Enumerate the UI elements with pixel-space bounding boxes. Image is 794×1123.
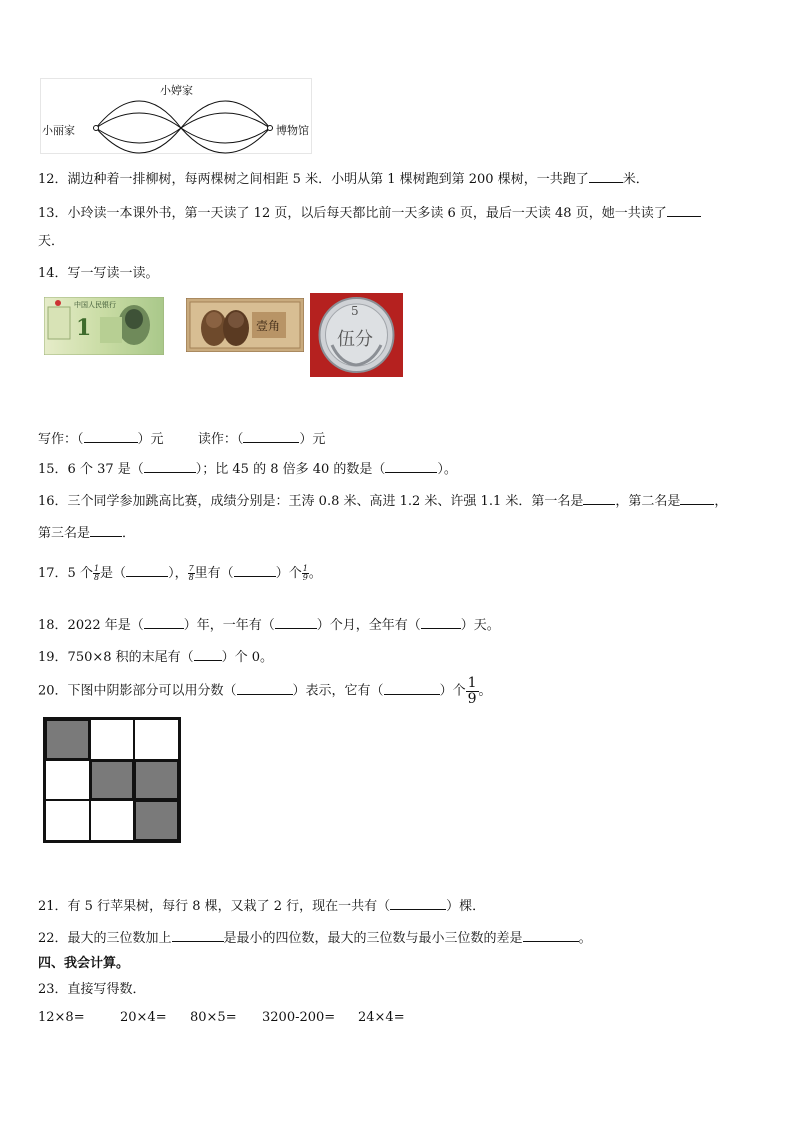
q20-part-d: 。 bbox=[478, 683, 492, 699]
q15-part-a: 15．6 个 37 是（ bbox=[38, 462, 144, 477]
q18-part-d: ）天。 bbox=[460, 618, 500, 633]
one-jiao-note-image bbox=[186, 298, 304, 352]
q20-part-c: ）个 bbox=[439, 683, 466, 699]
q20-blank-1[interactable] bbox=[237, 682, 293, 695]
q19-part-a: 19．750×8 积的末尾有（ bbox=[38, 650, 194, 665]
route-diagram bbox=[40, 78, 312, 154]
q17-blank-1[interactable] bbox=[126, 564, 168, 577]
question-21 bbox=[38, 895, 485, 914]
section-4-heading: 四、我会计算。 bbox=[38, 956, 130, 971]
question-18 bbox=[38, 614, 500, 633]
q16-line2 bbox=[38, 522, 135, 541]
q17-blank-2[interactable] bbox=[234, 564, 276, 577]
grid-cell bbox=[134, 719, 179, 760]
one-yuan-note-image bbox=[44, 297, 164, 355]
q18-blank-1[interactable] bbox=[144, 616, 184, 629]
grid-cell bbox=[90, 800, 135, 841]
question-20 bbox=[38, 676, 492, 706]
q12-blank[interactable] bbox=[589, 170, 623, 183]
question-22 bbox=[38, 927, 592, 946]
coin-label: 伍分 bbox=[337, 329, 373, 350]
q12-suffix: 米． bbox=[622, 172, 649, 187]
grid-cell-shaded bbox=[90, 760, 135, 801]
q18-blank-3[interactable] bbox=[421, 616, 461, 629]
q17-part-f: 。 bbox=[308, 566, 322, 581]
grid-cell bbox=[45, 800, 90, 841]
q13-text: 13．小玲读一本课外书，第一天读了 12 页，以后每天都比前一天多读 6 页，最后一天读 48 页，她一共读了 bbox=[38, 206, 667, 221]
q18-part-b: ）年，一年有（ bbox=[183, 618, 275, 633]
q17-fraction-1: $\frac{1}{8}$ bbox=[93, 564, 100, 582]
grid-cell-shaded bbox=[45, 719, 90, 760]
q16-blank-3[interactable] bbox=[90, 524, 122, 537]
q23-items bbox=[38, 1010, 418, 1025]
write-label: 写作：（ bbox=[38, 432, 84, 447]
q18-blank-2[interactable] bbox=[275, 616, 317, 629]
q22-blank-2[interactable] bbox=[523, 929, 579, 942]
q16-mid: ，第二名是 bbox=[615, 494, 681, 509]
q23-item: 24×4= bbox=[358, 1010, 405, 1025]
q14-text: 14．写一写读一读。 bbox=[38, 266, 159, 281]
q23-item: 3200-200= bbox=[262, 1010, 336, 1025]
q16-line2-text: 第三名是 bbox=[38, 526, 91, 541]
q13-blank[interactable] bbox=[667, 204, 701, 217]
question-17 bbox=[38, 562, 322, 582]
q20-blank-2[interactable] bbox=[384, 682, 440, 695]
q17-part-a: 17．5 个 bbox=[38, 566, 93, 581]
q20-fraction: $\frac{1}{9}$ bbox=[467, 675, 477, 707]
read-blank[interactable] bbox=[243, 430, 299, 443]
grid-cell-shaded bbox=[134, 800, 179, 841]
note1-value: 1 bbox=[76, 315, 92, 341]
q16-line2-end: ． bbox=[122, 526, 136, 541]
read-suffix: ）元 bbox=[299, 432, 326, 447]
q22-part-b: 是最小的四位数，最大的三位数与最小三位数的差是 bbox=[223, 931, 523, 946]
q15-blank-2[interactable] bbox=[385, 460, 437, 473]
q15-part-c: ）。 bbox=[437, 462, 457, 477]
q16-blank-2[interactable] bbox=[680, 492, 714, 505]
q19-blank[interactable] bbox=[194, 648, 222, 661]
q17-part-d: 里有（ bbox=[194, 566, 234, 581]
write-suffix: ）元 bbox=[137, 432, 164, 447]
q19-part-b: ）个 0。 bbox=[221, 650, 274, 665]
question-12 bbox=[38, 168, 649, 187]
five-fen-coin-image bbox=[310, 293, 403, 377]
q20-part-a: 20．下图中阴影部分可以用分数（ bbox=[38, 683, 237, 699]
q17-fraction-2: $\frac{7}{8}$ bbox=[188, 564, 194, 582]
q16-blank-1[interactable] bbox=[583, 492, 615, 505]
q17-fraction-3: $\frac{1}{9}$ bbox=[302, 564, 308, 582]
map-label-right: 博物馆 bbox=[276, 124, 309, 137]
shaded-grid bbox=[43, 717, 181, 843]
write-blank[interactable] bbox=[84, 430, 138, 443]
q13-line2: 天． bbox=[38, 234, 65, 249]
q16-end: ， bbox=[714, 494, 728, 509]
q20-part-b: ）表示，它有（ bbox=[292, 683, 384, 699]
note2-value: 壹角 bbox=[256, 319, 281, 333]
q18-part-a: 18．2022 年是（ bbox=[38, 618, 144, 633]
q18-part-c: ）个月，全年有（ bbox=[316, 618, 421, 633]
question-13 bbox=[38, 202, 701, 221]
grid-cell bbox=[45, 760, 90, 801]
grid-cell bbox=[90, 719, 135, 760]
q22-blank-1[interactable] bbox=[172, 929, 224, 942]
q21-blank[interactable] bbox=[390, 897, 446, 910]
q15-part-b: ）；比 45 的 8 倍多 40 的数是（ bbox=[195, 462, 386, 477]
q16-text: 16．三个同学参加跳高比赛，成绩分别是：王涛 0.8 米、高进 1.2 米、许强 1.1 米．第一名是 bbox=[38, 494, 584, 509]
q12-text: 12．湖边种着一排柳树，每两棵树之间相距 5 米．小明从第 1 棵树跑到第 200 棵树，一共跑了 bbox=[38, 172, 589, 187]
question-19 bbox=[38, 646, 273, 665]
map-label-left: 小丽家 bbox=[42, 124, 75, 137]
q22-part-a: 22．最大的三位数加上 bbox=[38, 931, 172, 946]
question-16 bbox=[38, 490, 727, 509]
q23-item: 80×5= bbox=[190, 1010, 237, 1025]
q21-part-a: 21．有 5 行苹果树，每行 8 棵，又栽了 2 行，现在一共有（ bbox=[38, 899, 391, 914]
coin-value: 5 bbox=[351, 304, 359, 318]
q22-part-c: 。 bbox=[578, 931, 592, 946]
q23-text: 23．直接写得数． bbox=[38, 982, 146, 997]
q15-blank-1[interactable] bbox=[144, 460, 196, 473]
q23-item: 20×4= bbox=[120, 1010, 167, 1025]
q17-part-e: ）个 bbox=[275, 566, 302, 581]
q17-part-b: 是（ bbox=[100, 566, 127, 581]
q17-part-c: ）， bbox=[168, 566, 188, 581]
q21-part-b: ）棵． bbox=[446, 899, 486, 914]
q23-item: 12×8= bbox=[38, 1010, 85, 1025]
question-15 bbox=[38, 458, 457, 477]
q14-answer-line bbox=[38, 428, 325, 447]
read-label: 读作：（ bbox=[197, 432, 244, 447]
grid-cell-shaded bbox=[134, 760, 179, 801]
map-label-top: 小婷家 bbox=[160, 84, 193, 97]
note1-title: 中国人民银行 bbox=[74, 301, 116, 309]
